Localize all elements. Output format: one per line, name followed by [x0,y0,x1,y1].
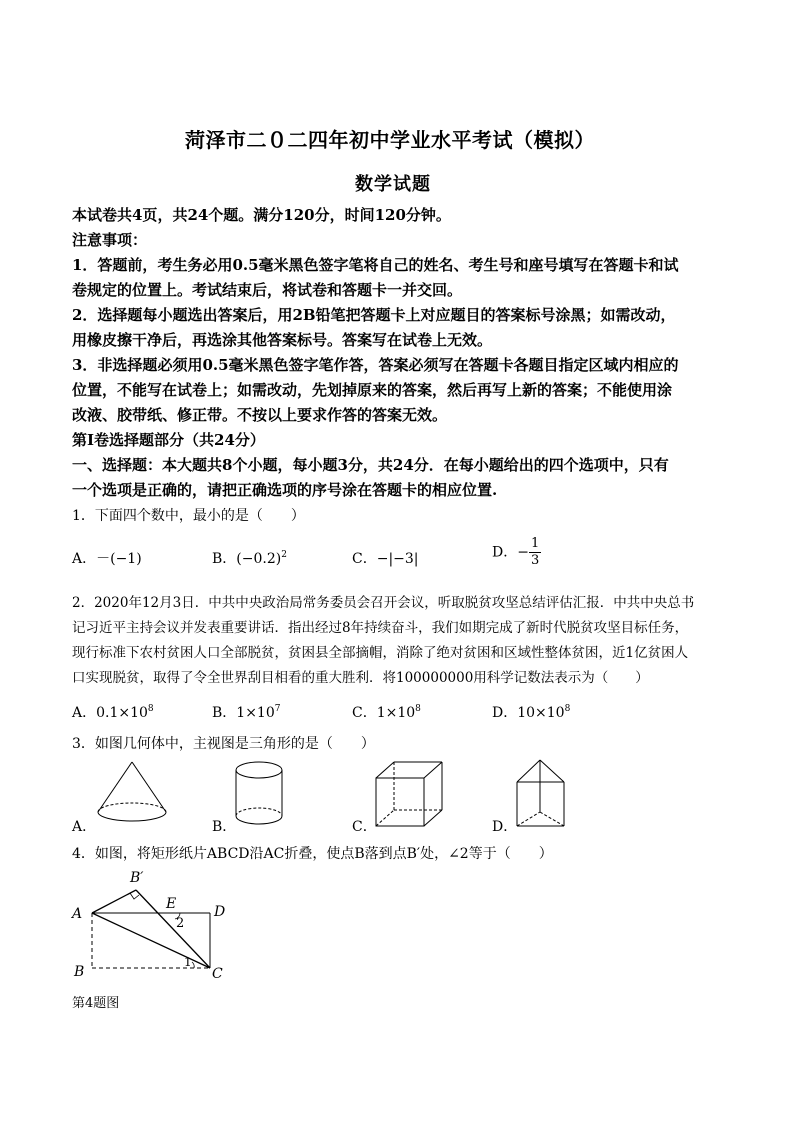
cube-figure [372,758,448,830]
q3-label-a: A． [72,819,97,835]
point-a-label: A [72,906,83,922]
notice-heading: 注意事项： [72,231,148,249]
notice-item-1-line-2: 卷规定的位置上。考试结束后，将试卷和答题卡一并交回。 [72,281,463,299]
part1-heading: 第Ⅰ卷选择题部分（共24分） [72,431,265,449]
q2-line-1: 2．2020年12月3日．中共中央政治局常务委员会召开会议，听取脱贫攻坚总结评估汇报．中共中央总书 [72,595,695,611]
q2-option-d: D．$10\times 10^8$ [492,704,571,721]
notice-item-2-line-1: 2．选择题每小题选出答案后，用2B铅笔把答题卡上对应题目的答案标号涂黑；如需改动， [72,306,676,324]
notice-item-3-line-3: 改液、胶带纸、修正带。不按以上要求作答的答案无效。 [72,406,448,424]
angle-1-label: 1 [184,955,192,969]
cylinder-figure [230,758,290,830]
exam-subtitle: 数学试题 [355,174,431,195]
triangular-prism-figure [512,756,576,830]
q4-figure-caption: 第4题图 [72,996,120,1011]
point-c-label: C [212,966,223,982]
notice-item-1-line-1: 1．答题前，考生务必用0.5毫米黑色签字笔将自己的姓名、考生号和座号填写在答题卡和试 [72,256,679,274]
point-e-label: E [166,896,177,912]
q4-stem: 4．如图，将矩形纸片ABCD沿AC折叠，使点B落到点B′处，∠2等于（ ） [72,846,553,862]
q3-label-d: D． [492,819,518,835]
q2-line-3: 现行标准下农村贫困人口全部脱贫，贫困县全部摘帽，消除了绝对贫困和区域性整体贫困，近1亿贫困人 [72,645,689,661]
q2-line-2: 记习近平主持会议并发表重要讲话．指出经过8年持续奋斗，我们如期完成了新时代脱贫攻坚目标任务， [72,620,689,636]
point-b-prime-label: B′ [130,870,144,886]
notice-item-3-line-1: 3．非选择题必须用0.5毫米黑色签字笔作答，答案必须写在答题卡各题目指定区域内相应的 [72,356,679,374]
q1-option-d: D．− $\frac{1}{3}$ [492,536,540,568]
q2-line-4: 口实现脱贫，取得了令全世界刮目相看的重大胜利．将100000000用科学记数法表示为（ ） [72,670,649,686]
q1-option-b: B．$(-0.2)^2$ [212,550,287,567]
angle-2-label: 2 [176,916,185,931]
exam-intro: 本试卷共4页，共24个题。满分120分，时间120分钟。 [72,206,451,224]
q2-option-b: B．$1\times 10^7$ [212,704,281,721]
q1-option-c: C．−|−3| [352,551,419,567]
exam-title: 菏泽市二０二四年初中学业水平考试（模拟） [185,128,595,152]
section-instruction-line-1: 一、选择题：本大题共8个小题，每小题3分，共24分．在每小题给出的四个选项中，只有 [72,456,669,474]
cone-figure [92,758,172,828]
notice-item-3-line-2: 位置，不能写在试卷上；如需改动，先划掉原来的答案，然后再写上新的答案；不能使用涂 [72,381,673,399]
q3-stem: 3．如图几何体中，主视图是三角形的是（ ） [72,736,375,752]
q1-option-a: A．－(−1) [72,551,142,567]
section-instruction-line-2: 一个选项是正确的，请把正确选项的序号涂在答题卡的相应位置. [72,481,498,499]
folded-rectangle-figure [62,858,242,988]
q1-stem: 1．下面四个数中，最小的是（ ） [72,508,305,524]
q3-label-c: C． [352,819,377,835]
point-d-label: D [214,904,226,920]
q3-label-b: B． [212,819,237,835]
q2-option-c: C．$1\times 10^8$ [352,704,421,721]
q2-option-a: A．$0.1\times 10^8$ [72,704,154,721]
point-b-label: B [74,964,85,980]
notice-item-2-line-2: 用橡皮擦干净后，再选涂其他答案标号。答案写在试卷上无效。 [72,331,493,349]
